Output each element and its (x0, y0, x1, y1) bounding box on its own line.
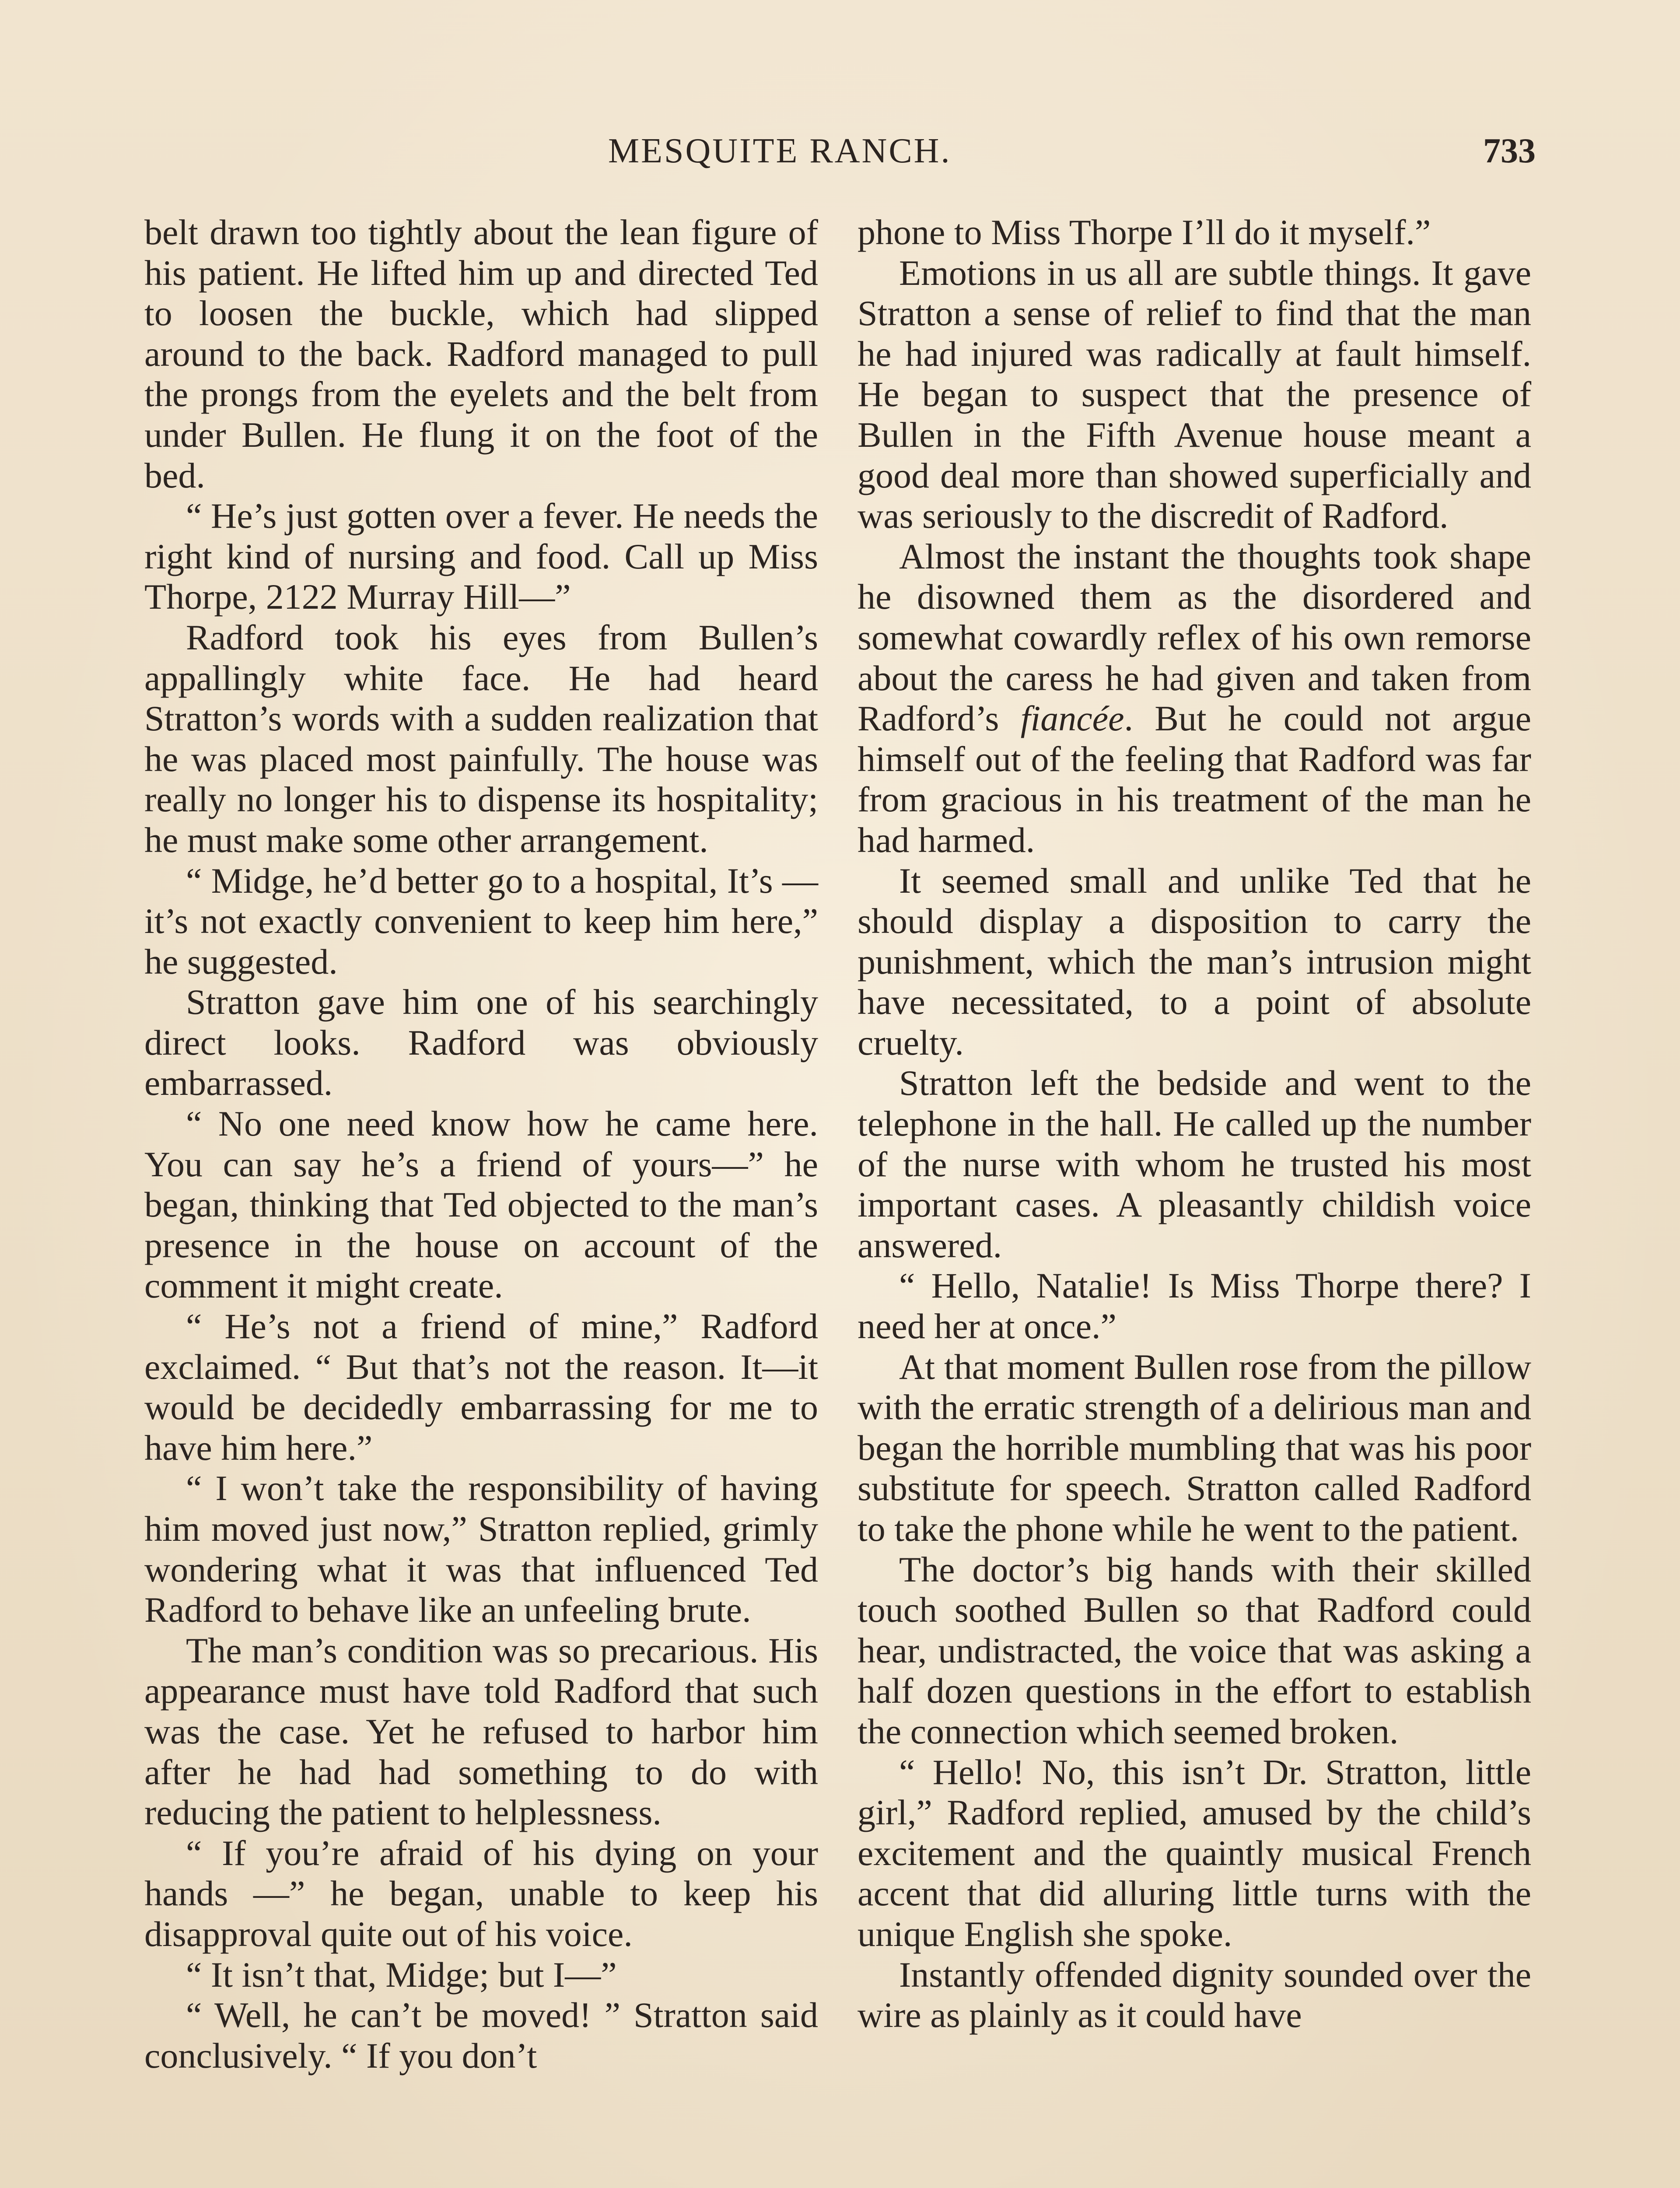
page-number: 733 (1483, 132, 1536, 170)
paragraph: Instantly offended dignity sounded over the wire as plainly as it could have (858, 1954, 1531, 2035)
paragraph: “ I won’t take the responsibility of having him moved just now,” Stratton replied, grimly wondering what it was that influenced Ted Radford to behave like an unfeeling brute. (144, 1468, 818, 1630)
right-text-column (858, 212, 1531, 2036)
paragraph: “ Hello, Natalie! Is Miss Thorpe there? I need her at once.” (858, 1266, 1531, 1346)
paragraph: “ He’s just gotten over a fever. He needs the right kind of nursing and food. Call up Miss Thorpe, 2122 Murray Hill—” (144, 496, 818, 617)
paragraph: “ If you’re afraid of his dying on your hands —” he began, unable to keep his disapproval quite out of his voice. (144, 1833, 818, 1954)
paragraph: The man’s condition was so precarious. His appearance must have told Radford that such was the case. Yet he refused to harbor him after he had had something to do with reducing the patient to helplessness. (144, 1630, 818, 1833)
paragraph: belt drawn too tightly about the lean figure of his patient. He lifted him up and directed Ted to loosen the buckle, which had slipped around to the back. Radford managed to pull the prongs from the eyelets and the belt from under Bullen. He flung it on the foot of the bed. (144, 212, 818, 495)
italic-word: fiancée (1020, 698, 1124, 739)
paragraph: Stratton left the bedside and went to the telephone in the hall. He called up the number of the nurse with whom he trusted his most important cases. A pleasantly childish voice answered. (858, 1063, 1531, 1265)
paragraph: “ Midge, he’d better go to a hospital, It’s — it’s not exactly convenient to keep him here,” he suggested. (144, 860, 818, 982)
paragraph: Radford took his eyes from Bullen’s appallingly white face. He had heard Stratton’s words with a sudden realization that he was placed most painfully. The house was really no longer his to dispense its hospitality; he must make some other arrangement. (144, 617, 818, 860)
left-text-column (144, 212, 818, 2076)
paragraph: It seemed small and unlike Ted that he should display a disposition to carry the punishment, which the man’s intrusion might have necessitated, to a point of absolute cruelty. (858, 860, 1531, 1062)
running-head-title: MESQUITE RANCH. (608, 132, 952, 170)
paragraph: The doctor’s big hands with their skilled touch soothed Bullen so that Radford could hear, undistracted, the voice that was asking a half dozen questions in the effort to establish the connection which seemed broken. (858, 1549, 1531, 1751)
paragraph (858, 536, 1531, 861)
paragraph: Emotions in us all are subtle things. It gave Stratton a sense of relief to find that the man he had injured was radically at fault himself. He began to suspect that the presence of Bullen in the Fifth Avenue house meant a good deal more than showed superficially and was seriously to the discredit of Radford. (858, 252, 1531, 536)
paragraph: “ Well, he can’t be moved! ” Stratton said conclusively. “ If you don’t (144, 1995, 818, 2076)
paragraph: “ He’s not a friend of mine,” Radford exclaimed. “ But that’s not the reason. It—it would be decidedly embarrassing for me to have him here.” (144, 1306, 818, 1468)
paragraph: “ Hello! No, this isn’t Dr. Stratton, little girl,” Radford replied, amused by the child’s excitement and the quaintly musical French accent that did alluring little turns with the unique English she spoke. (858, 1752, 1531, 1954)
paragraph: phone to Miss Thorpe I’ll do it myself.” (858, 212, 1431, 252)
paragraph: “ No one need know how he came here. You can say he’s a friend of yours—” he began, thinking that Ted objected to the man’s presence in the house on account of the comment it might create. (144, 1104, 818, 1306)
paragraph: Stratton gave him one of his searchingly direct looks. Radford was obviously embarrassed. (144, 982, 818, 1103)
paragraph: At that moment Bullen rose from the pillow with the erratic strength of a delirious man and began the horrible mumbling that was his poor substitute for speech. Stratton called Radford to take the phone while he went to the patient. (858, 1346, 1531, 1549)
paragraph-text: . But he could not argue himself out of the feeling that Radford was far from gracious in his treatment of the man he had harmed. (858, 698, 1531, 860)
paragraph: “ It isn’t that, Midge; but I—” (186, 1954, 617, 1995)
paragraph-text: Almost the instant the thoughts took shape he disowned them as the disordered and somewhat cowardly reflex of his own remorse about the caress he had given and taken from Radford’s (858, 536, 1531, 739)
